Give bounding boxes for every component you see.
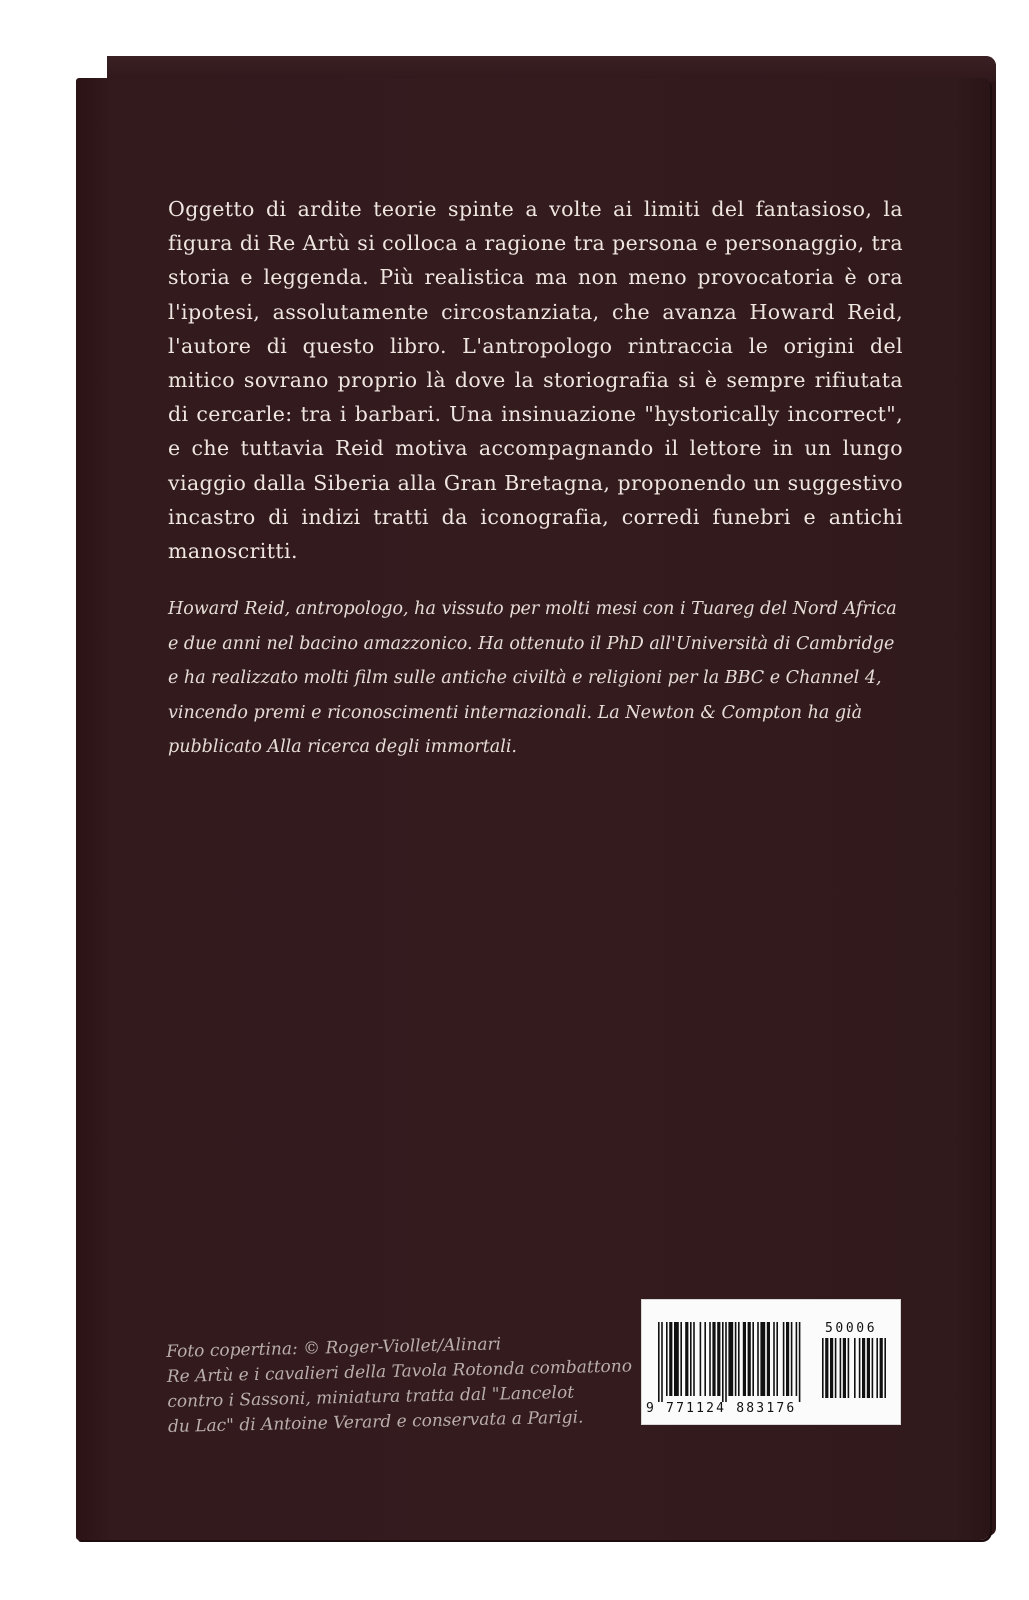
credit-line: Re Artù e i cavalieri della Tavola Rotonda combattono	[166, 1356, 633, 1387]
barcode-bars	[658, 1322, 818, 1402]
author-bio: Howard Reid, antropologo, ha vissuto per molti mesi con i Tuareg del Nord Africa e due anni nel bacino amazzonico. Ha ottenuto il PhD all'Università di Cambridge e ha realizzato molti film sulle antiche civiltà e religioni per la BBC e Channel 4, vincendo premi e riconoscimenti internazionali. La Newton & Compton ha già pubblicato Alla ricerca degli immortali.	[168, 599, 897, 757]
barcode-label	[641, 1299, 901, 1425]
barcode-addon-digits: 50006	[825, 1321, 878, 1336]
barcode-digits: 9 771124 883176	[646, 1401, 797, 1416]
photo-credit	[166, 1329, 638, 1440]
blurb-text: Oggetto di ardite teorie spinte a volte ai limiti del fantasioso, la figura di Re Artù si colloca a ragione tra persona e personaggio, tra storia e leggenda. Più realistica ma non meno provocatoria è ora l'ipotesi, assolutamente circostanziata, che avanza Howard Reid, l'autore di questo libro. L'antropologo rintraccia le origini del mitico sovrano proprio là dove la storiografia si è sempre rifiutata di cercarle: tra i barbari. Una insinuazione "hystorically incorrect", e che tuttavia Reid motiva accompagnando il lettore in un lungo viaggio dalla Siberia alla Gran Bretagna, proponendo un suggestivo incastro di indizi tratti da iconografia, corredi funebri e antichi manoscritti.	[168, 197, 903, 564]
credit-line: contro i Sassoni, miniatura tratta dal "Lancelot	[167, 1382, 575, 1412]
credit-line: Foto copertina: © Roger-Viollet/Alinari	[166, 1334, 502, 1362]
barcode-addon-bars	[822, 1338, 890, 1404]
credit-line: du Lac" di Antoine Verard e conservata a Parigi.	[167, 1407, 584, 1437]
